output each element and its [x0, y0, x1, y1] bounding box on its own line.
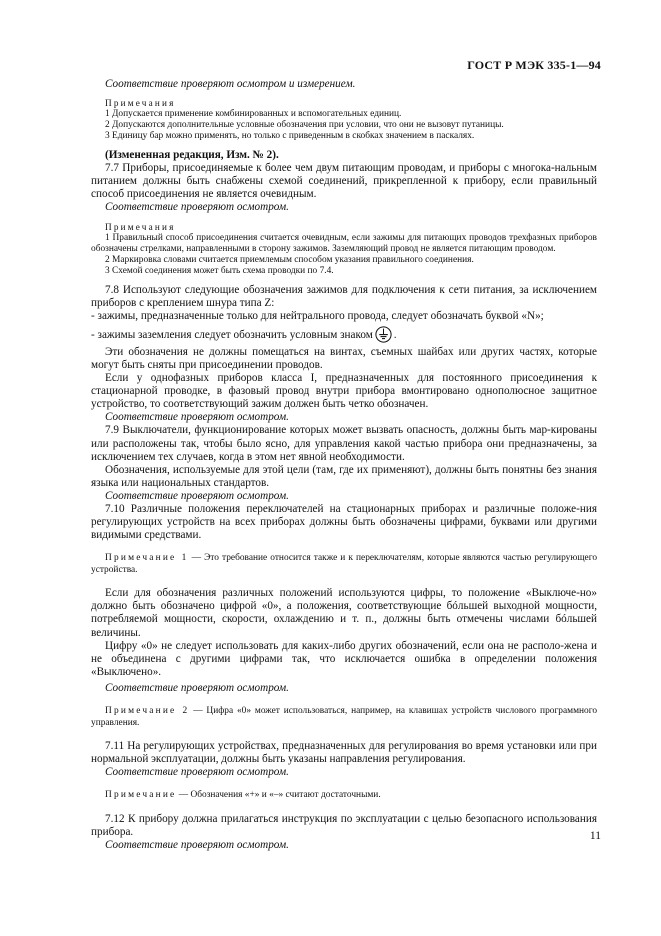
compliance-line: Соответствие проверяют осмотром.: [105, 681, 289, 694]
note-item: 2 Допускаются дополнительные условные обозначения при условии, что они не вызовут путаницы.: [105, 120, 504, 131]
list-item-earth-text: - зажимы заземления следует обозначить условным знаком: [91, 328, 373, 341]
clause-7-8: 7.8 Используют следующие обозначения зажимов для подключения к сети питания, за исключением приборов с креплением шнура типа Z:: [91, 283, 597, 309]
note-item: 2 Маркировка словами считается приемлемым способом указания правильного соединения.: [105, 254, 474, 265]
note-label: Примечание: [105, 790, 177, 801]
list-item-earth: [91, 326, 597, 343]
note-item: 3 Единицу бар можно применять, но только с приведенным в скобках значением в паскалях.: [105, 131, 475, 142]
list-item-earth-end: .: [393, 328, 397, 341]
clause-7-9: 7.9 Выключатели, функционирование которых может вызвать опасность, должны быть мар-кированы или расположены так, чтобы было ясно, для управления какой частью прибора они предназначены, за исключением тех случаев, когда в этом нет явной необходимости.: [91, 424, 597, 463]
standard-header: ГОСТ Р МЭК 335-1—94: [467, 58, 601, 72]
paragraph: Эти обозначения не должны помещаться на винтах, съемных шайбах или других частях, которые могут быть сняты при присоединении проводов.: [91, 345, 597, 371]
compliance-line: Соответствие проверяют осмотром.: [105, 201, 289, 214]
note-text: — Это требование относится также и к переключателям, которые являются частью регулирующего устройства.: [91, 553, 598, 575]
paragraph: Если для обозначения различных положений используются цифры, то положение «Выключе-но» должно быть обозначено цифрой «0», а положения, соответствующие бóльшей выходной мощности, потребляемой мощности, скорости, охлаждению и т. п., должны быть отмечены числами бóльшей величины.: [91, 587, 597, 639]
paragraph: Цифру «0» не следует использовать для каких-либо других обозначений, если она не располо-жена и не объединена с другими цифрами так, что исключается ошибка в определении положения «Выключено».: [91, 639, 597, 678]
clause-7-7: 7.7 Приборы, присоединяемые к более чем двум питающим проводам, и приборы с многока-нальным питанием должны быть снабжены схемой соединений, прикрепленной к прибору, если правильный способ присоединения не является очевидным.: [91, 162, 597, 201]
page-number: 11: [589, 830, 601, 842]
note-label: Примечание 1: [105, 553, 189, 564]
amendment-note: (Измененная редакция, Изм. № 2).: [105, 149, 279, 162]
list-item-neutral: - зажимы, предназначенные только для нейтрального провода, следует обозначать буквой «N»;: [91, 309, 544, 322]
clause-7-10: 7.10 Различные положения переключателей на стационарных приборах и различные положе-ния регулирующих устройств на всех приборах должны быть обозначены цифрами, буквами или другими видимыми средствами.: [91, 502, 597, 542]
compliance-line: Соответствие проверяют осмотром.: [105, 766, 289, 779]
clause-7-12: 7.12 К прибору должна прилагаться инструкция по эксплуатации с целью безопасного использования прибора.: [91, 812, 597, 838]
compliance-line: Соответствие проверяют осмотром и измерением.: [105, 78, 356, 90]
clause-7-11: 7.11 На регулирующих устройствах, предназначенных для регулирования во время установки или при нормальной эксплуатации, должны быть указаны направления регулирования.: [91, 740, 597, 766]
notes-heading: Примечания: [105, 221, 176, 232]
compliance-line: Соответствие проверяют осмотром.: [105, 838, 289, 851]
note-plain: [91, 790, 597, 802]
note-item: 1 Допускается применение комбинированных и вспомогательных единиц.: [105, 109, 402, 120]
note-text: — Цифра «0» может использоваться, например, на клавишах устройств числового программного управления.: [91, 706, 598, 728]
notes-heading: Примечания: [105, 98, 176, 109]
compliance-line: Соответствие проверяют осмотром.: [105, 489, 289, 502]
earth-ground-icon: [375, 326, 392, 343]
document-body: [91, 78, 597, 852]
note-text: — Обозначения «+» и «–» считают достаточными.: [176, 790, 381, 801]
compliance-line: Соответствие проверяют осмотром.: [105, 411, 289, 424]
note-1: [91, 553, 597, 576]
note-item: 3 Схемой соединения может быть схема проводки по 7.4.: [105, 265, 334, 276]
paragraph: Если у однофазных приборов класса I, предназначенных для постоянного присоединения к стационарной проводке, в фазовый провод внутри прибора вмонтировано однополюсное защитное устройство, то соответствующий зажим должен быть четко обозначен.: [91, 372, 597, 411]
note-item: 1 Правильный способ присоединения считается очевидным, если зажимы для питающих проводов трехфазных приборов обозначены стрелками, направленными в сторону зажимов. Заземляющий провод не является питающим проводом.: [91, 232, 597, 254]
paragraph: Обозначения, используемые для этой цели (там, где их применяют), должны быть понятны без знания языка или национальных стандартов.: [91, 463, 597, 489]
note-label: Примечание 2: [105, 706, 190, 716]
note-2: [91, 706, 597, 729]
